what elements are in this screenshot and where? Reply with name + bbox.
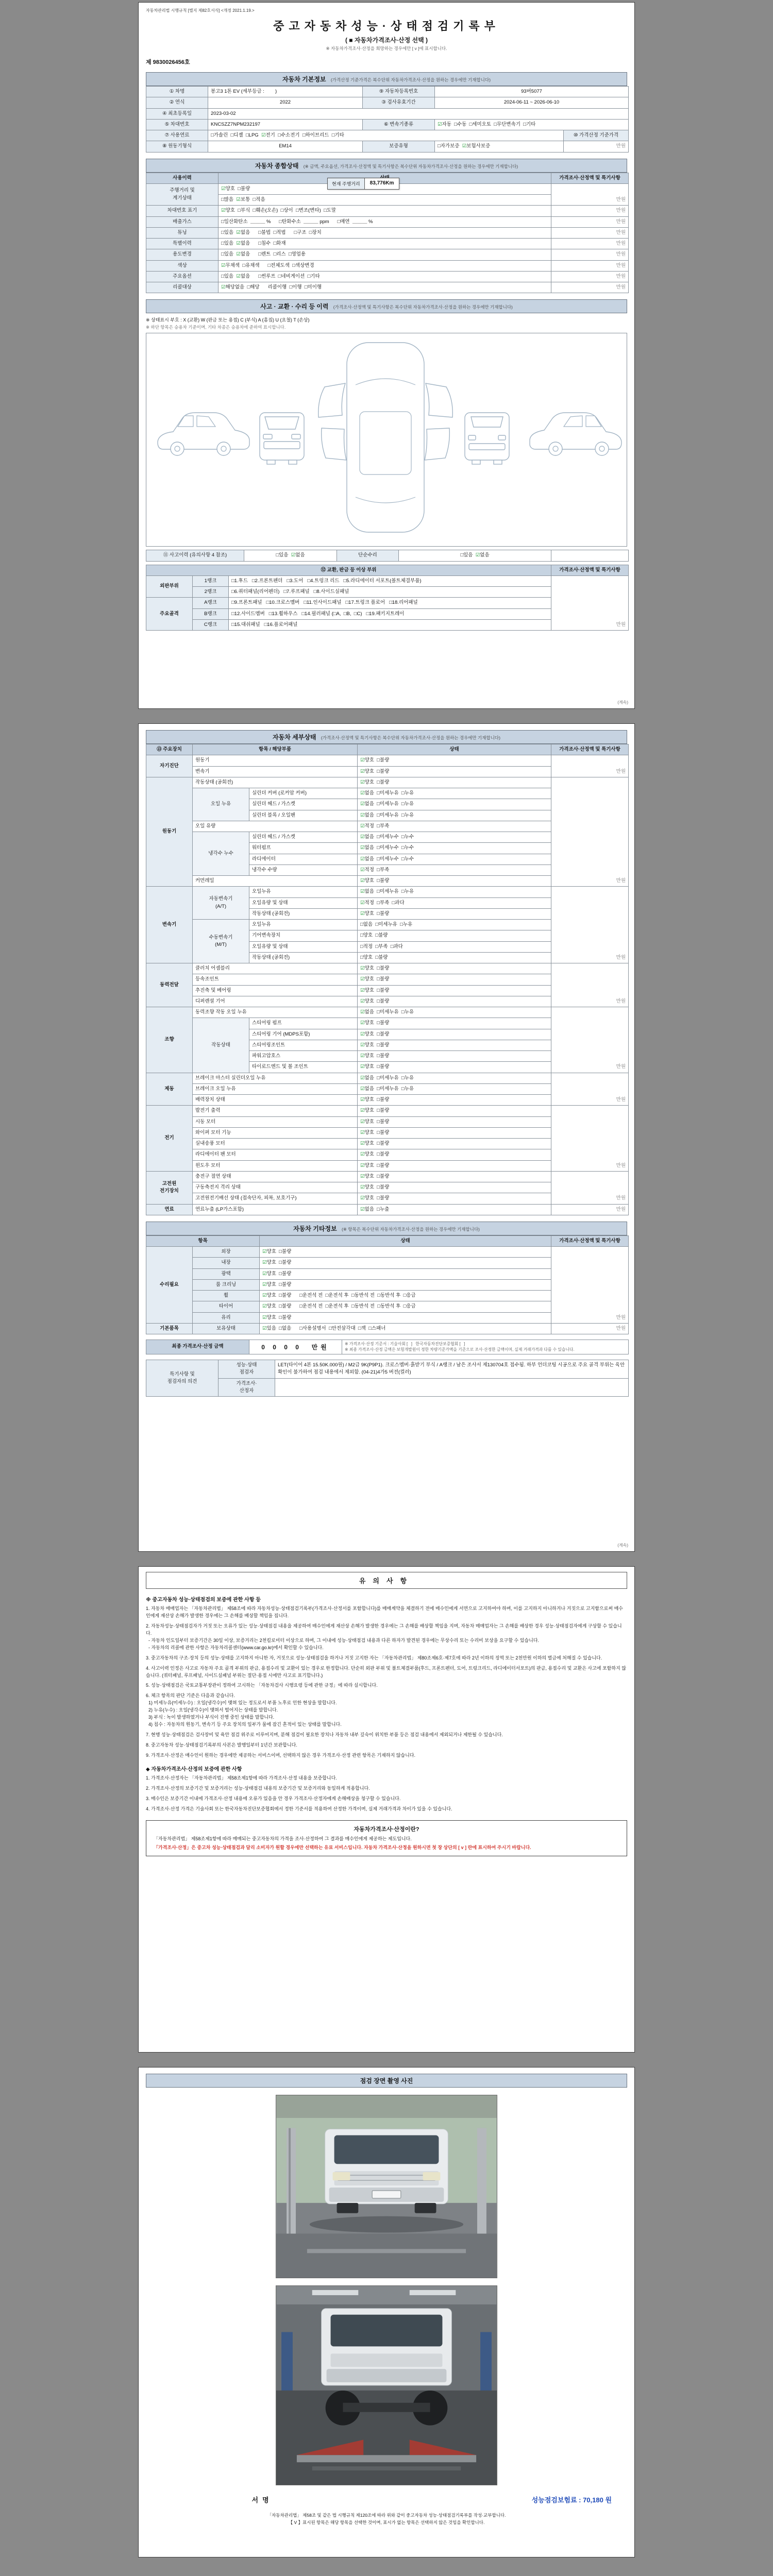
cell: 만원 bbox=[551, 575, 629, 630]
cell: ☑양호 □불량 bbox=[358, 1029, 551, 1040]
section-accident-title: 사고 · 교환 · 수리 등 이력 bbox=[260, 303, 329, 311]
notice-item: 2. 자동차성능·상태점검자가 거짓 또는 오류가 있는 성능·상태점검 내용을 제공하여 매수인에게 재산상 손해가 발생한 경우에는 그 손해를 배상할 책임을 지며, 자동차 매매업자는 그 손해를 배상한 경우 성능·상태점검자에게 구상할 수 있습니다. - 자동차 인도일부터 보증기간은 30일 이상, 보증거리는 2천킬로미터 이상으로 하며, 그 이내에 성능·상태점검 내용과 다른 하자가 발견된 경우에는 무상수리 또는 수리비 보상을 요구할 수 있습니다. - 자동차의 리콜에 관한 사항은 자동차리콜센터(www.car.go.kr)에서 확인할 수 있습니다. bbox=[146, 1623, 622, 1650]
etc-info-table bbox=[146, 1235, 629, 1334]
overall-state-table bbox=[146, 173, 629, 294]
section-accident-note: (가격조사·산정액 및 특기사항은 복수단위 자동차가격조사·산정을 원하는 경우에만 기재합니다) bbox=[333, 304, 513, 310]
cell: 오일유량 및 상태 bbox=[249, 897, 358, 908]
section-detail-note: (가격조사·산정액 및 특기사항은 복수단위 자동차가격조사·산정을 원하는 경우에만 기재합니다) bbox=[321, 735, 500, 740]
cell: ☑없음 □미세누유 □누유 bbox=[358, 1073, 551, 1083]
inspection-insurance-premium: 성능점검보험료 : 70,180 원 bbox=[531, 2496, 612, 2504]
sheet-2 bbox=[138, 723, 635, 1552]
cell: 라디에이터 bbox=[249, 854, 358, 865]
cell: 만원 bbox=[551, 260, 629, 271]
cell: 상태 bbox=[358, 744, 551, 755]
cell: 항목 bbox=[146, 1235, 260, 1246]
cell: 색상 bbox=[146, 260, 219, 271]
cell: ☑없음 □미세누유 □누유 bbox=[358, 1083, 551, 1094]
cell: ☑양호 □불량 □운전석 전 □운전석 후 □동반석 전 □동반석 후 □응급 bbox=[260, 1291, 551, 1301]
cell: 항목 / 해당부품 bbox=[193, 744, 358, 755]
cell: 최종 가격조사·산정 금액 bbox=[146, 1340, 249, 1354]
cell: □9.프론트패널 □10.크로스멤버 □11.인사이드패널 □17.트렁크 플로어 □18.리어패널 bbox=[229, 598, 551, 608]
cell: 내장 bbox=[193, 1258, 260, 1268]
cell: □있음 ☑없음 □침수 □화재 bbox=[219, 239, 551, 249]
section-etc bbox=[146, 1222, 627, 1235]
cell: □자가보증 ☑보험사보증 bbox=[435, 141, 564, 152]
cell: 실린더 블록 / 오일팬 bbox=[249, 810, 358, 821]
cell: 단순수리 bbox=[337, 550, 399, 561]
cell: 고전원전기배선 상태 (접속단자, 피복, 보호기구) bbox=[193, 1193, 358, 1204]
cell: ⑩ 가격산정 기준가격 bbox=[564, 130, 629, 141]
notices-subtitle-1: ※ 중고자동차 성능·상태점검의 보증에 관한 사항 등 bbox=[146, 1597, 261, 1603]
footer-line-2: 【 V 】표시된 항목은 해당 항목을 선택한 것이며, 표시가 없는 항목은 선택하지 않은 것임을 확인합니다. bbox=[288, 2520, 485, 2526]
cell: LET(타이어 4본 15.50K.000원) / M2급 9K(P9P1). 크로스멤버·흙받기 부식 / A랭크 / 남은 조사서 제130704호 접수됨. 하부 언더코팅 시공으로 주요 골격 부위는 육안 확인이 불가하여 점검 내용에서 제외함. (04-21)4가5 버전(컬러) bbox=[275, 1360, 629, 1379]
cell: ☑무채색 □유채색 □전체도색 □색상변경 bbox=[219, 260, 551, 271]
cell: ☑없음 □미세누수 □누수 bbox=[358, 843, 551, 854]
cell: 광택 bbox=[193, 1268, 260, 1279]
cell: ⑤ 차대번호 bbox=[146, 119, 208, 130]
notice-item: 7. 현행 성능·상태점검은 검사장비 및 육안 점검 위주로 이루어지며, 분해 점검이 필요한 장치나 자동차 내부 깊숙이 위치한 부품 등은 점검 내용에서 제외되거나 제한될 수 있습니다. bbox=[146, 1732, 503, 1738]
cell: 작동상태 (공회전) bbox=[249, 908, 358, 919]
cell: ☑적정 □부족 bbox=[358, 865, 551, 875]
cell: ☑양호 □불량 bbox=[260, 1279, 551, 1290]
cell: 원동기 bbox=[193, 755, 358, 766]
odometer-label: 현재 주행거리 bbox=[328, 178, 365, 189]
cell: 원동기 bbox=[146, 777, 193, 887]
car-front-diagram bbox=[260, 413, 304, 464]
cell: 튜닝 bbox=[146, 227, 219, 238]
cell: 만원 bbox=[551, 239, 629, 249]
cell: 스티어링 기어 (MDPS포함) bbox=[249, 1029, 358, 1040]
cell: ☑양호 □불량 bbox=[358, 1116, 551, 1127]
cell: 추진축 및 베어링 bbox=[193, 985, 358, 996]
cell: 용도변경 bbox=[146, 249, 219, 260]
cell: 만원 bbox=[551, 1171, 629, 1204]
cell: ☑양호 □불량 bbox=[358, 1095, 551, 1106]
cell: ☑양호 □불량 bbox=[358, 1018, 551, 1029]
cell: 연료누출 (LP가스포함) bbox=[193, 1204, 358, 1215]
cell: ☑양호 □불량 bbox=[358, 1139, 551, 1149]
cell: □일산화탄소 ＿＿＿ % □탄화수소 ＿＿＿ ppm □매연 ＿＿＿ % bbox=[219, 216, 551, 227]
cell: 만원 bbox=[564, 141, 629, 152]
cell: □있음 ☑없음 bbox=[399, 550, 551, 561]
cell: ☑없음 □미세누수 □누수 bbox=[358, 854, 551, 865]
cell: 라디에이터 팬 모터 bbox=[193, 1149, 358, 1160]
cell: ⑫ 교환, 판금 등 이상 부위 bbox=[146, 565, 551, 575]
notice-item: 3. 매수인은 보증기간 이내에 가격조사·산정 내용에 오류가 있음을 안 경우 가격조사·산정자에게 손해배상을 청구할 수 있습니다. bbox=[146, 1795, 401, 1801]
cell: 타이로드엔드 및 볼 조인트 bbox=[249, 1062, 358, 1073]
cell: ☑자동 □수동 □세미오토 □무단변속기 □기타 bbox=[435, 119, 629, 130]
cell: ☑양호 □불량 bbox=[358, 1160, 551, 1171]
cell: ⑨ 자동차등록번호 bbox=[363, 87, 435, 97]
cell: □많음 ☑보통 □적음 bbox=[219, 195, 551, 206]
cell: □적정 □부족 □과다 bbox=[358, 941, 551, 952]
cell: ☑양호 □부식 □훼손(오손) □상이 □변조(변타) □도말 bbox=[219, 206, 551, 216]
cell: □양호 □불량 bbox=[358, 952, 551, 963]
cell: 오일유량 및 상태 bbox=[249, 941, 358, 952]
footer-line-1: 「자동차관리법」 제58조 및 같은 법 시행규칙 제120조에 따라 위와 같이 중고자동차 성능·상태점검기록부를 작성·교부합니다. bbox=[267, 2513, 506, 2518]
cell: 룸 크리닝 bbox=[193, 1279, 260, 1290]
cell: ☑양호 □불량 bbox=[358, 1171, 551, 1182]
section-accident bbox=[146, 299, 627, 313]
cell: □1.후드 □2.프론트펜더 □3.도어 □4.트렁크 리드 □5.라디에이터 서포트(볼트체결부품) bbox=[229, 575, 551, 586]
cell: 성능·상태 점검자 bbox=[219, 1360, 275, 1379]
price-survey-info-box bbox=[146, 1820, 627, 1856]
cell: ① 차명 bbox=[146, 87, 208, 97]
cell: 실내송풍 모터 bbox=[193, 1139, 358, 1149]
section-overall-title: 자동차 종합상태 bbox=[255, 162, 299, 170]
cell: 만원 bbox=[551, 1073, 629, 1106]
cell: ☑양호 □불량 bbox=[358, 908, 551, 919]
cell: 전기 bbox=[146, 1106, 193, 1172]
overall-table-wrap bbox=[146, 173, 627, 294]
cell: □가솔린 □디젤 □LPG ☑전기 □수소전기 □하이브리드 □기타 bbox=[208, 130, 564, 141]
cell: 만원 bbox=[551, 963, 629, 1007]
cell: ☑양호 □불량 bbox=[358, 876, 551, 887]
inspector-opinion-table bbox=[146, 1360, 629, 1397]
cell: ④ 최초등록일 bbox=[146, 108, 208, 119]
cell: ☑없음 □미세누유 □누유 bbox=[358, 1007, 551, 1018]
cell: 작동상태 (공회전) bbox=[249, 952, 358, 963]
cell: ③ 검사유효기간 bbox=[363, 97, 435, 108]
cell: □있음 ☑없음 bbox=[244, 550, 337, 561]
cell: ☑양호 □불량 bbox=[219, 183, 551, 194]
basic-info-table bbox=[146, 86, 629, 152]
cell: ⑦ 사용연료 bbox=[146, 130, 208, 141]
cell: 1랭크 bbox=[193, 575, 229, 586]
notice-item: 9. 가격조사·산정은 매수인이 원하는 경우에만 제공하는 서비스이며, 선택하지 않은 경우 가격조사·산정 관련 항목은 기재하지 않습니다. bbox=[146, 1752, 415, 1758]
cell: 2024-06-11 ~ 2026-06-10 bbox=[435, 97, 629, 108]
cell: 특기사항 및 점검자의 의견 bbox=[146, 1360, 219, 1397]
cell: 사용이력 bbox=[146, 173, 219, 183]
cell: 유리 bbox=[193, 1312, 260, 1323]
notice-item: 2. 가격조사·산정의 보증기간 및 보증거리는 성능·상태점검 내용의 보증기간 및 보증거리와 동일하게 적용합니다. bbox=[146, 1785, 370, 1791]
car-side-left-diagram bbox=[158, 413, 249, 455]
notice-item: 4. 사고이력 인정은 사고로 자동차 주요 골격 부위의 판금, 용접수리 및 교환이 있는 경우로 한정합니다. 단순히 외판 부위 및 볼트체결부품(후드, 프론트펜더, 도어, 트렁크리드, 라디에이터서포트)의 판금, 용접수리 및 교환은 사고에 포함하지 않습니다. (쿼터패널, 루프패널, 사이드실패널 부위는 절단·용접 시에만 사고로 표기합니다.) bbox=[146, 1665, 626, 1678]
cell: 상태 bbox=[260, 1235, 551, 1246]
page-title: 중고자동차성능·상태점검기록부 bbox=[273, 20, 500, 32]
cell: ② 연식 bbox=[146, 97, 208, 108]
cell: ☑해당없음 □해당 리콜이행 □이행 □미이행 bbox=[219, 282, 551, 293]
cell: 브레이크 오일 누유 bbox=[193, 1083, 358, 1094]
cell: 냉각수 누수 bbox=[193, 832, 249, 876]
cell: ☑양호 □불량 bbox=[358, 1062, 551, 1073]
cell: 주요옵션 bbox=[146, 271, 219, 282]
cell: 충전구 절연 상태 bbox=[193, 1171, 358, 1182]
cell: 93버5077 bbox=[435, 87, 629, 97]
cell: 휠 bbox=[193, 1291, 260, 1301]
cell: 차대번호 표기 bbox=[146, 206, 219, 216]
cell: 실린더 커버 (로커암 커버) bbox=[249, 788, 358, 799]
cell: ⑬ 주요장치 bbox=[146, 744, 193, 755]
cell: 스티어링조인트 bbox=[249, 1040, 358, 1050]
page-subtitle-note: ※ 자동차가격조사·산정을 희망하는 경우에만 [ v ]에 표시합니다. bbox=[326, 46, 447, 51]
cell: 만원 bbox=[551, 206, 629, 216]
cell: 가격조사· 산정자 bbox=[219, 1378, 275, 1397]
cell: ☑양호 □불량 bbox=[260, 1312, 551, 1323]
car-top-diagram bbox=[318, 343, 453, 532]
price-guarantee-list bbox=[146, 1775, 627, 1813]
cell: 발전기 출력 bbox=[193, 1106, 358, 1116]
doc-number: 제 9830026456호 bbox=[146, 59, 190, 65]
cell: 2랭크 bbox=[193, 587, 229, 598]
cell: 실린더 헤드 / 가스켓 bbox=[249, 799, 358, 810]
cell: 봉고3 1톤 EV (세부등급 : ) bbox=[208, 87, 363, 97]
cell bbox=[551, 550, 629, 561]
cell: 오일누유 bbox=[249, 887, 358, 897]
section-overall bbox=[146, 159, 627, 173]
cell: 배력장치 상태 bbox=[193, 1095, 358, 1106]
cell: ⑥ 변속기종류 bbox=[363, 119, 435, 130]
cell: 가격조사·산정액 및 특기사항 bbox=[551, 1235, 629, 1246]
section-photos-title: 점검 장면 촬영 사진 bbox=[360, 2077, 413, 2084]
cell: 클러치 어셈블리 bbox=[193, 963, 358, 974]
cell: ☑양호 □불량 bbox=[358, 1149, 551, 1160]
damage-code-legend: ※ 상태표시 부호 : X (교환) W (판금 또는 용접) C (부식) A (흠집) U (요철) T (손상) bbox=[146, 317, 310, 323]
notice-item: 6. 체크 항목의 판단 기준은 다음과 같습니다. 1) 미세누유(미세누수) : 오일(냉각수)이 맺혀 있는 정도로서 부품 노후로 인한 현상을 말합니다. 2) 누유(누수) : 오일(냉각수)이 맺혀서 떨어지는 상태를 말합니다. 3) 부식 : 녹이 발생하였거나 부식이 진행 중인 상태를 말합니다. 4) 침수 : 자동차의 원동기, 변속기 등 주요 장치의 일부가 물에 잠긴 흔적이 있는 상태를 말합니다. bbox=[146, 1693, 342, 1727]
cell: □있음 ☑없음 □렌트 □리스 □영업용 bbox=[219, 249, 551, 260]
cell: ⑧ 원동기형식 bbox=[146, 141, 208, 152]
notice-item: 8. 중고자동차 성능·상태점검기록부의 사본은 발행일부터 1년간 보관합니다. bbox=[146, 1742, 297, 1748]
notice-item: 4. 가격조사·산정 가격은 기술사회 또는 한국자동차진단보증협회에서 정한 기준서를 적용하여 산정한 가격이며, 실제 거래가격과 차이가 있을 수 있습니다. bbox=[146, 1806, 452, 1811]
cell: 자동변속기 (A/T) bbox=[193, 887, 249, 920]
signature-row bbox=[146, 2495, 627, 2504]
notice-item: 1. 자동차 매매업자는 「자동차관리법」 제58조에 따라 자동차성능·상태점검기록부(가격조사·산정서를 포함합니다)를 매매계약을 체결하기 전에 매수인에게 서면으로 고지하여야 하며, 이를 고지하지 아니하거나 거짓으로 고지함으로써 매수인에게 재산상 손해가 발생한 경우에는 그 손해를 배상할 책임을 집니다. bbox=[146, 1606, 623, 1618]
cell: ☑양호 □불량 bbox=[358, 1051, 551, 1062]
footer-statement bbox=[146, 2512, 627, 2527]
cell: 실린더 헤드 / 가스켓 bbox=[249, 832, 358, 843]
cell: 오일 누유 bbox=[193, 788, 249, 821]
cell: ☑양호 □불량 bbox=[260, 1268, 551, 1279]
cell: ☑없음 □미세누유 □누유 bbox=[358, 799, 551, 810]
cell: ☑양호 □불량 bbox=[358, 755, 551, 766]
cell: 브레이크 마스터 실린더오일 누유 bbox=[193, 1073, 358, 1083]
cell: 만원 bbox=[551, 1204, 629, 1215]
cell: 기어변속장치 bbox=[249, 930, 358, 941]
price-survey-box-warning: 「가격조사·산정」은 중고차 성능·상태점검과 달리 소비자가 원할 경우에만 선택하는 유료 서비스입니다. 자동차 가격조사·산정을 원하시면 첫 장 상단의 [ v ] 란에 표시하여 주시기 바랍니다. bbox=[154, 1844, 531, 1850]
cell: 만원 bbox=[551, 1247, 629, 1324]
cell: 만원 bbox=[551, 1106, 629, 1172]
cell: 주행거리 및 계기상태 bbox=[146, 183, 219, 206]
notice-item: 1. 가격조사·산정자는 「자동차관리법」 제58조제1항에 따라 가격조사·산정 내용을 보증합니다. bbox=[146, 1775, 337, 1781]
cell: ☑없음 □미세누수 □누수 bbox=[358, 832, 551, 843]
cell: ☑양호 □불량 bbox=[358, 777, 551, 788]
cell: 가격조사·산정액 및 특기사항 bbox=[551, 744, 629, 755]
cell: 윈도우 모터 bbox=[193, 1160, 358, 1171]
cell: ☑양호 □불량 bbox=[358, 766, 551, 777]
price-survey-box-title: 자동차가격조사·산정이란? bbox=[354, 1826, 419, 1833]
cell: 특별이력 bbox=[146, 239, 219, 249]
cell: ☑없음 □미세누유 □누유 bbox=[358, 887, 551, 897]
cell: ☑양호 □불량 □운전석 전 □운전석 후 □동반석 전 □동반석 후 □응급 bbox=[260, 1301, 551, 1312]
cell: □있음 ☑없음 □썬루프 □네비게이션 □기타 bbox=[219, 271, 551, 282]
cell: 작동상태 (공회전) bbox=[193, 777, 358, 788]
final-price-table bbox=[146, 1340, 629, 1354]
cell: 자기진단 bbox=[146, 755, 193, 777]
cell: ☑양호 □불량 bbox=[358, 996, 551, 1007]
damage-code-legend-sub: ※ 하단 항목은 승용차 기준이며, 기타 차종은 승용차에 준하여 표시합니다. bbox=[146, 325, 286, 330]
cell: 시동 모터 bbox=[193, 1116, 358, 1127]
cell: ☑양호 □불량 bbox=[358, 985, 551, 996]
continued-mark: (계속) bbox=[617, 1543, 628, 1548]
cell: ☑양호 □불량 bbox=[358, 963, 551, 974]
cell: 2023-03-02 bbox=[208, 108, 629, 119]
cell: □15.대쉬패널 □16.플로어패널 bbox=[229, 619, 551, 630]
cell: 조향 bbox=[146, 1007, 193, 1073]
sheet-4 bbox=[138, 2067, 635, 2557]
cell: □12.사이드멤버 □13.휠하우스 □14.필러패널 (□A, □B, □C) □19.패키지트레이 bbox=[229, 608, 551, 619]
section-basic-note: (가격산정 기준가격은 복수단위 자동차가격조사·산정을 원하는 경우에만 기재합니다) bbox=[330, 77, 491, 82]
cell: ☑양호 □불량 bbox=[260, 1258, 551, 1268]
cell: 만원 bbox=[551, 1007, 629, 1073]
cell: 구동축전지 격리 상태 bbox=[193, 1182, 358, 1193]
cell: 오일 유량 bbox=[193, 821, 358, 832]
section-etc-note: (※ 항목은 복수단위 자동차가격조사·산정을 원하는 경우에만 기재합니다) bbox=[341, 1226, 480, 1232]
odometer-box bbox=[327, 178, 399, 190]
inspection-photos bbox=[146, 2095, 627, 2485]
cell: 제동 bbox=[146, 1073, 193, 1106]
continued-mark: (계속) bbox=[617, 700, 628, 705]
cell: 만원 bbox=[551, 1323, 629, 1334]
notices-title: 유의사항 bbox=[146, 1572, 627, 1589]
cell: ☑양호 □불량 bbox=[358, 1106, 551, 1116]
cell: EM14 bbox=[208, 141, 363, 152]
cell: 외장 bbox=[193, 1247, 260, 1258]
cell: 0 0 0 0 만원 bbox=[249, 1340, 342, 1354]
cell: 파워고압호스 bbox=[249, 1051, 358, 1062]
cell: 변속기 bbox=[146, 887, 193, 963]
inspection-photo-front bbox=[276, 2095, 497, 2278]
signature-label: 서명 bbox=[251, 2496, 273, 2504]
cell: 커먼레일 bbox=[193, 876, 358, 887]
cell: 보유상태 bbox=[193, 1323, 260, 1334]
notice-item: 3. 중고자동차의 구조·장치 등의 성능·상태를 고지하지 아니한 자, 거짓으로 성능·상태점검을 하거나 거짓 고지한 자는 「자동차관리법」 제80조제6호·제7호에 따라 2년 이하의 징역 또는 2천만원 이하의 벌금에 처해질 수 있습니다. bbox=[146, 1655, 602, 1660]
section-basic-info bbox=[146, 72, 627, 86]
vehicle-diagram-box bbox=[146, 333, 627, 547]
cell: B랭크 bbox=[193, 608, 229, 619]
price-survey-box-body: 「자동차관리법」 제58조제1항에 따라 매매되는 중고자동차의 가격을 조사·산정하여 그 결과를 매수인에게 제공하는 제도입니다. bbox=[154, 1836, 412, 1841]
cell: 만원 bbox=[551, 183, 629, 206]
inspection-photo-lift bbox=[276, 2285, 497, 2485]
cell: 워터펌프 bbox=[249, 843, 358, 854]
cell: 만원 bbox=[551, 216, 629, 227]
cell: □양호 □불량 bbox=[358, 930, 551, 941]
cell: 디퍼렌셜 기어 bbox=[193, 996, 358, 1007]
cell: 수동변속기 (M/T) bbox=[193, 920, 249, 963]
cell: 외판부위 bbox=[146, 575, 193, 598]
cell: ☑적정 □부족 □과다 bbox=[358, 897, 551, 908]
cell: □없음 □미세누유 □누유 bbox=[358, 920, 551, 930]
sheet-3 bbox=[138, 1566, 635, 2053]
sheet-1 bbox=[138, 2, 635, 709]
cell: 동력전달 bbox=[146, 963, 193, 1007]
cell: 만원 bbox=[551, 249, 629, 260]
car-rear-diagram bbox=[465, 413, 509, 464]
cell: 변속기 bbox=[193, 766, 358, 777]
section-etc-title: 자동차 기타정보 bbox=[293, 1225, 337, 1232]
cell: A랭크 bbox=[193, 598, 229, 608]
section-detail-title: 자동차 세부상태 bbox=[273, 734, 316, 741]
notices-list bbox=[146, 1605, 627, 1759]
cell: ☑없음 □미세누유 □누유 bbox=[358, 788, 551, 799]
cell: ☑없음 □미세누유 □누유 bbox=[358, 810, 551, 821]
cell: 등속조인트 bbox=[193, 974, 358, 985]
cell: KNCSZZ7NPM232197 bbox=[208, 119, 363, 130]
cell: ☑양호 □불량 bbox=[358, 1040, 551, 1050]
cell: 스티어링 펌프 bbox=[249, 1018, 358, 1029]
odometer-value: 83,776Km bbox=[369, 180, 394, 186]
cell: 리콜대상 bbox=[146, 282, 219, 293]
detail-state-table bbox=[146, 744, 629, 1215]
section-basic-title: 자동차 기본정보 bbox=[282, 76, 326, 83]
cell: 작동상태 bbox=[193, 1018, 249, 1073]
cell: 타이어 bbox=[193, 1301, 260, 1312]
cell: 만원 bbox=[551, 777, 629, 887]
cell: □있음 ☑없음 □불법 □적법 □구조 □장치 bbox=[219, 227, 551, 238]
cell: 냉각수 수량 bbox=[249, 865, 358, 875]
accident-parts-table bbox=[146, 565, 629, 631]
cell: 수리필요 bbox=[146, 1247, 193, 1324]
cell bbox=[275, 1378, 629, 1397]
cell: ☑있음 □없음 □사용설명서 □안전삼각대 □잭 □스패너 bbox=[260, 1323, 551, 1334]
cell: 보증유형 bbox=[363, 141, 435, 152]
accident-history-table bbox=[146, 550, 629, 561]
cell: 가격조사·산정액 및 특기사항 bbox=[551, 173, 629, 183]
cell: 2022 bbox=[208, 97, 363, 108]
cell: 고전원 전기장치 bbox=[146, 1171, 193, 1204]
cell: ⑪ 사고이력 (유의사항 4 참조) bbox=[146, 550, 244, 561]
car-side-right-diagram bbox=[530, 413, 621, 455]
cell: ☑적정 □부족 bbox=[358, 821, 551, 832]
vehicle-diagram bbox=[148, 335, 631, 541]
cell: ☑없음 □누출 bbox=[358, 1204, 551, 1215]
cell: ☑양호 □불량 bbox=[358, 1182, 551, 1193]
notices-subtitle-2: ◆ 자동차가격조사·산정의 보증에 관한 사항 bbox=[146, 1766, 242, 1772]
cell: 기본품목 bbox=[146, 1323, 193, 1334]
page-subtitle: ( ■ 자동차가격조사·산정 선택 ) bbox=[345, 37, 428, 44]
cell: 만원 bbox=[551, 755, 629, 777]
section-detail bbox=[146, 730, 627, 744]
notice-item: 5. 성능·상태점검은 국토교통부장관이 정하여 고시하는 「자동차검사 시행요령 등에 관한 규정」에 따라 실시합니다. bbox=[146, 1683, 378, 1688]
cell: 연료 bbox=[146, 1204, 193, 1215]
cell: ※ 가격조사·산정 기준서 : 기술사회 [ ] 한국자동차진단보증협회 [ ] ※ 최종 가격조사·산정 금액은 보험개발원이 정한 차량기준가액을 기준으로 조사·산정한 금액이며, 실제 거래가격과 다를 수 있습니다. bbox=[342, 1340, 629, 1354]
cell: ☑양호 □불량 bbox=[358, 1127, 551, 1138]
cell: 만원 bbox=[551, 271, 629, 282]
section-photos bbox=[146, 2074, 627, 2088]
cell: 오일누유 bbox=[249, 920, 358, 930]
cell: 만원 bbox=[551, 227, 629, 238]
cell: ☑양호 □불량 bbox=[358, 974, 551, 985]
cell: 배출가스 bbox=[146, 216, 219, 227]
cell: ☑양호 □불량 bbox=[260, 1247, 551, 1258]
cell: □6.쿼터패널(리어펜더) □7.루프패널 □8.사이드실패널 bbox=[229, 587, 551, 598]
section-overall-note: (※ 금액, 주요옵션, 가격조사·산정액 및 특기사항은 복수단위 자동차가격조사·산정을 원하는 경우에만 기재합니다) bbox=[303, 163, 518, 169]
cell: 주요골격 bbox=[146, 598, 193, 631]
cell: 동력조향 작동 오일 누유 bbox=[193, 1007, 358, 1018]
cell: 와이퍼 모터 기능 bbox=[193, 1127, 358, 1138]
cell: 만원 bbox=[551, 887, 629, 963]
law-reference: 자동차관리법 시행규칙 [별지 제82호서식] <개정 2021.1.19.> bbox=[146, 8, 255, 13]
cell: ☑양호 □불량 bbox=[358, 1193, 551, 1204]
cell: C랭크 bbox=[193, 619, 229, 630]
cell: 만원 bbox=[551, 282, 629, 293]
cell: 가격조사·산정액 및 특기사항 bbox=[551, 565, 629, 575]
